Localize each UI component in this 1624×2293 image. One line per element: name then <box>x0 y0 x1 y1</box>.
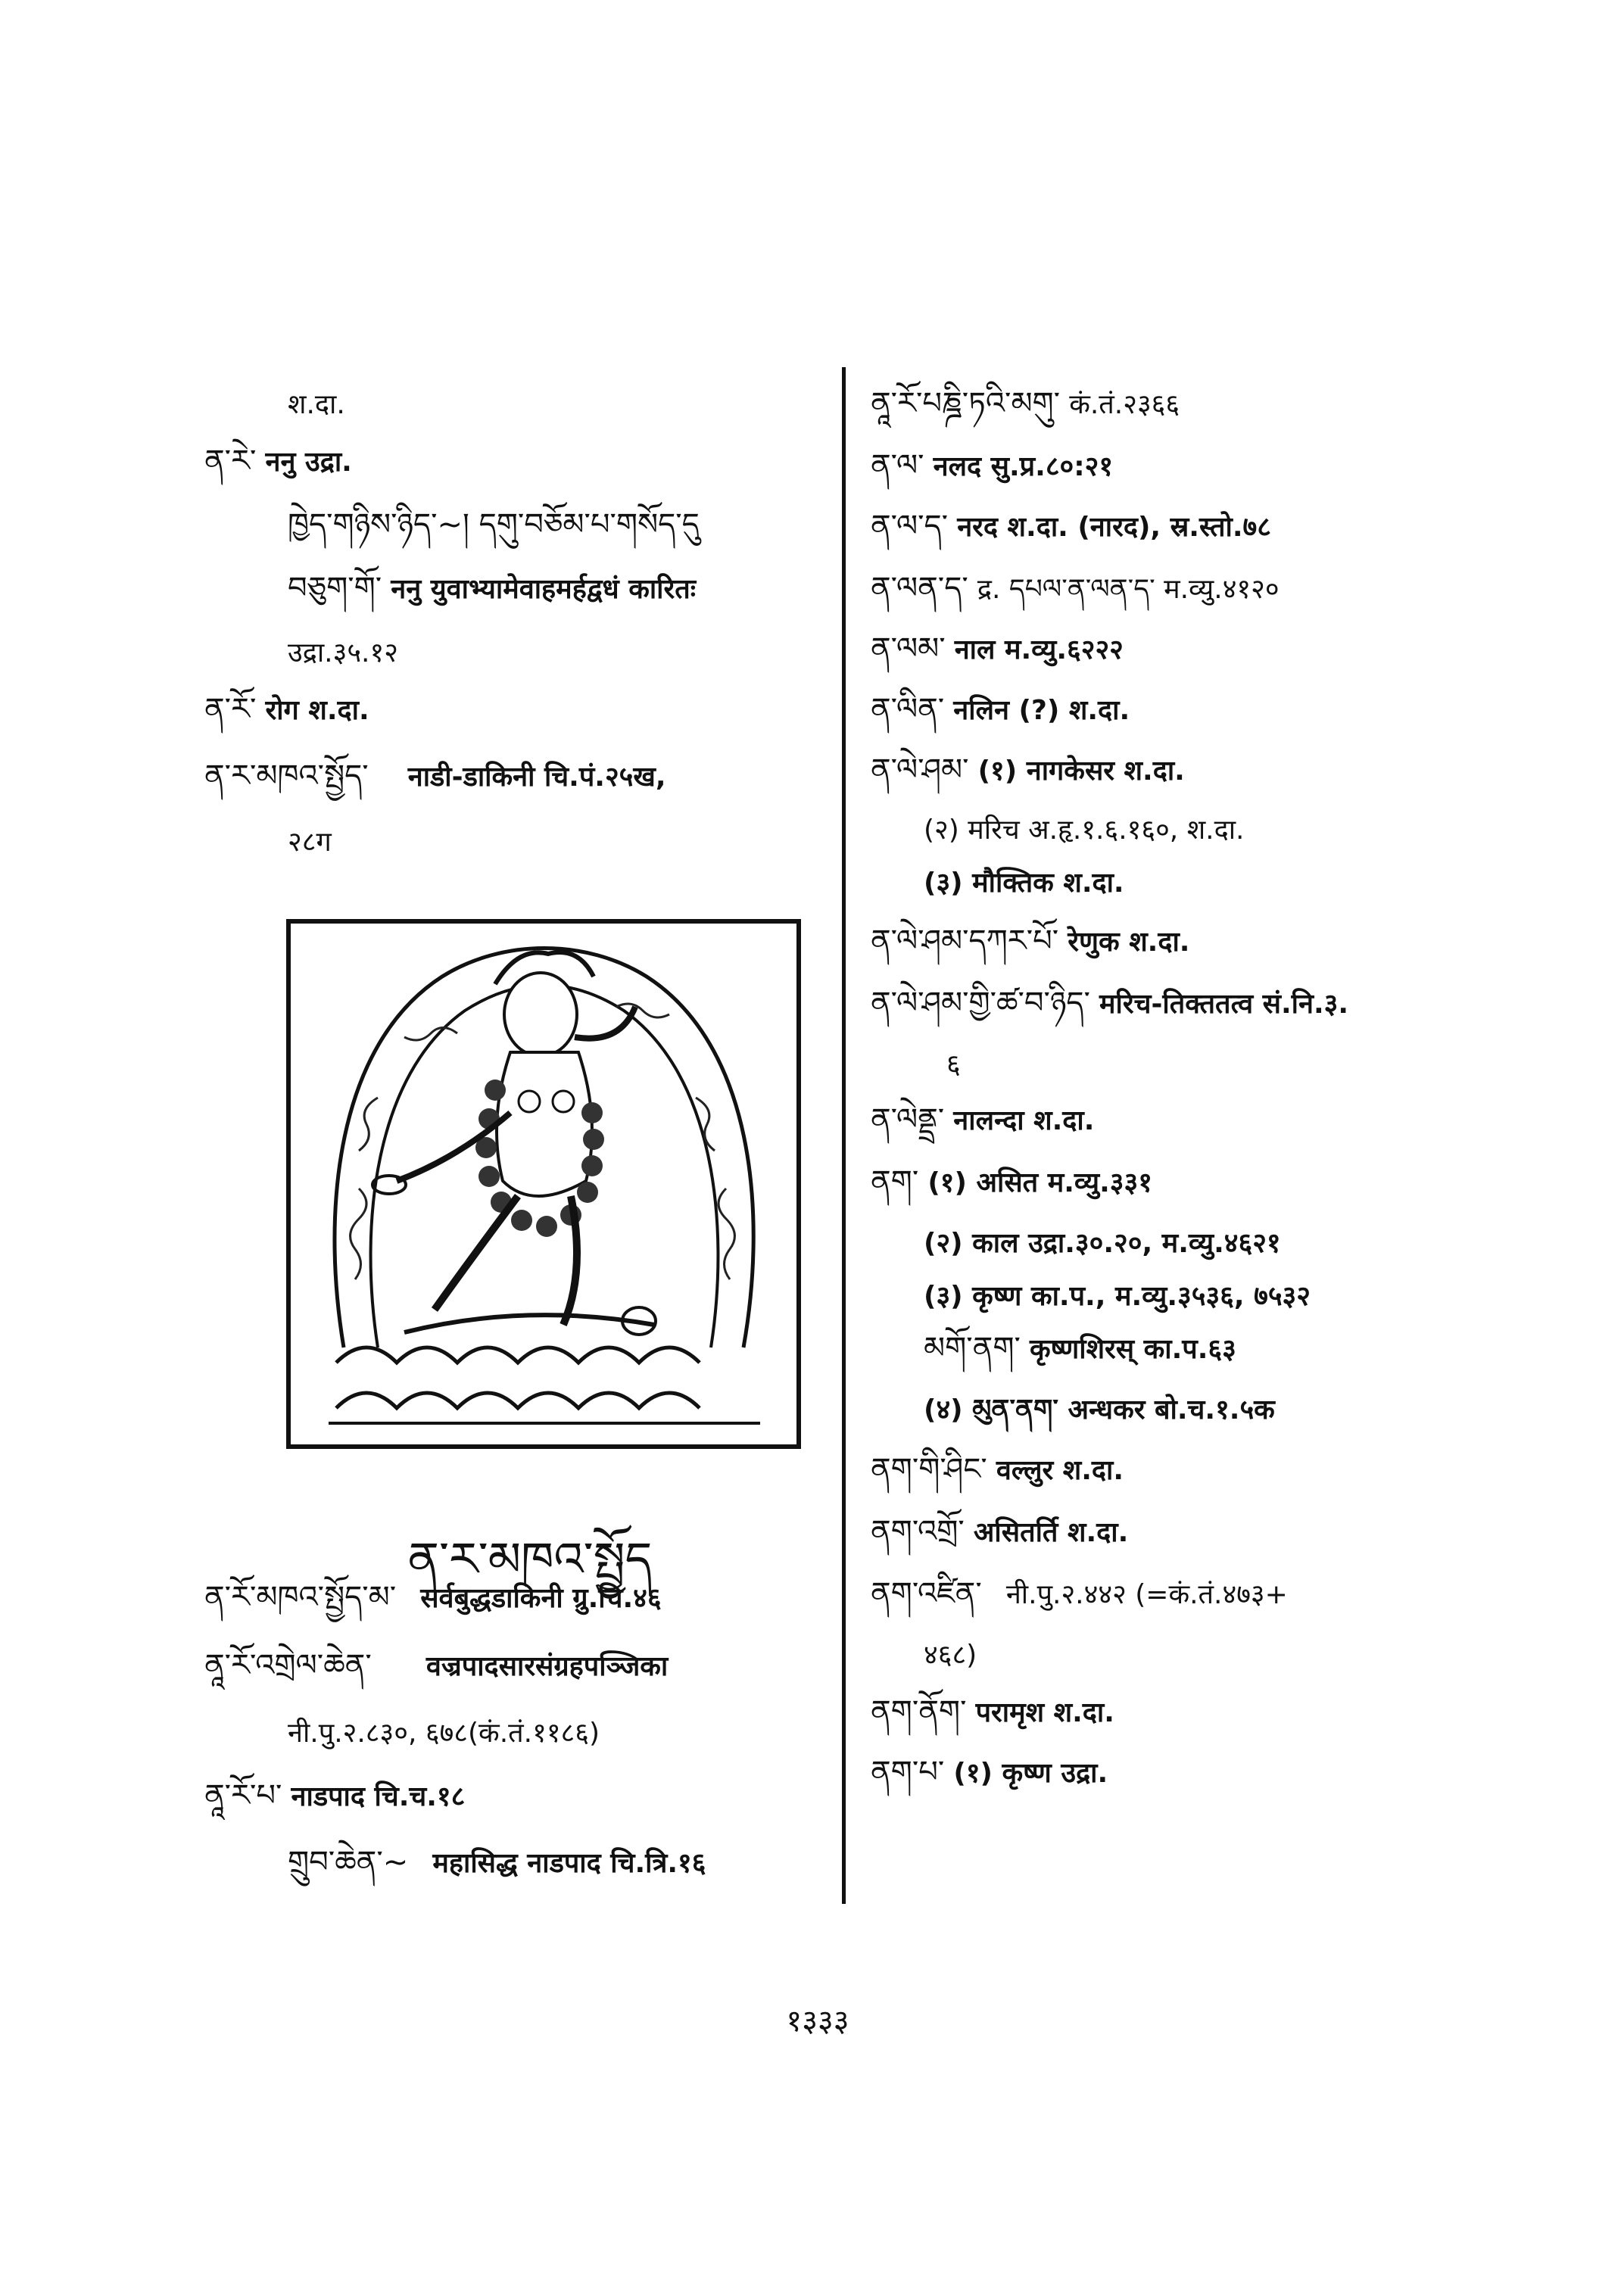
entry-line <box>288 633 398 672</box>
entry-line <box>924 863 1124 902</box>
entry-headword: ན་རེ་ <box>204 444 257 478</box>
entry-line <box>924 1329 1236 1369</box>
entry-line <box>946 1045 961 1084</box>
entry-line <box>288 569 696 609</box>
entry-line <box>871 1513 1128 1552</box>
entry-line <box>288 822 332 861</box>
entry-headword: ནག་ནོག་ <box>871 1694 967 1729</box>
entry-text: (३) मौक्तिक श.दा. <box>924 868 1124 899</box>
column-divider <box>842 367 846 1904</box>
entry-line <box>871 751 1185 790</box>
entry-line <box>871 922 1189 961</box>
entry-line <box>204 1777 465 1816</box>
entry-text: नलद सु.प्र.८०:२१ <box>933 451 1114 482</box>
entry-text: (१) कृष्ण उद्रा. <box>953 1758 1108 1789</box>
entry-line <box>924 1390 1275 1429</box>
entry-headword: ནཱ་རོ་འགྲེལ་ཆེན་ <box>204 1648 372 1683</box>
entry-text: नी.पु.२.८३०, ६७८(कं.तं.११८६) <box>288 1718 600 1749</box>
entry-headword: ན་ལམ་ <box>871 631 946 666</box>
entry-text: (१) नागकेसर श.दा. <box>977 756 1185 787</box>
entry-text: ४६८) <box>924 1640 977 1671</box>
entry-headword: ནག་གི་ཤིང་ <box>871 1452 987 1487</box>
entry-line <box>871 385 1180 424</box>
entry-text: श.दा. <box>288 389 345 420</box>
entry-line <box>871 1753 1108 1793</box>
entry-headword: བཅུག་གོ་ <box>288 571 382 606</box>
entry-line <box>871 447 1113 486</box>
entry-line <box>288 506 700 544</box>
entry-line <box>924 1223 1281 1263</box>
entry-text: (२) मरिच अ.हृ.१.६.१६०, श.दा. <box>924 815 1245 846</box>
entry-text: महासिद्ध नाडपाद चि.त्रि.१६ <box>432 1848 706 1879</box>
entry-text: रेणुक श.दा. <box>1068 927 1190 958</box>
entry-line <box>204 1578 662 1618</box>
entry-headword: ན་ལ་ད་ <box>871 509 949 544</box>
entry-text: नाल म.व्यु.६२२२ <box>954 634 1124 665</box>
entry-text: वल्लुर श.दा. <box>996 1455 1124 1486</box>
entry-text: कं.तं.२३६६ <box>1069 389 1180 420</box>
entry-headword: ནག་འགྲོ་ <box>871 1514 965 1549</box>
entry-text: नाडी-डाकिनी चि.पं.२५ख, <box>407 762 666 793</box>
entry-text: ६ <box>946 1049 961 1080</box>
entry-headword: ན་ལེནྡྲ་ <box>871 1102 945 1137</box>
entry-line <box>871 1163 1152 1202</box>
entry-text: कृष्णशिरस् का.प.६३ <box>1029 1334 1236 1365</box>
entry-line <box>871 1575 1288 1614</box>
entry-text: ननु उद्रा. <box>265 447 352 478</box>
entry-line <box>924 810 1245 849</box>
entry-text: नालन्दा श.दा. <box>953 1105 1095 1136</box>
entry-text: द्र. དཔལ་ན་ལན་ད་ म.व्यु.४१२० <box>977 574 1280 605</box>
entry-line <box>871 1693 1114 1732</box>
entry-text: (१) असित म.व्यु.३३१ <box>927 1167 1152 1198</box>
entry-line <box>871 507 1271 547</box>
entry-line <box>871 1450 1124 1490</box>
entry-line <box>288 385 345 424</box>
entry-headword: ན་རོ་མཁའ་སྤྱོད་མ་ <box>204 1580 397 1615</box>
entry-line <box>871 984 1348 1023</box>
entry-headword: ན་ལན་ད་ <box>871 571 968 606</box>
entry-text: नलिन (?) श.दा. <box>953 695 1130 726</box>
entry-text: रोग श.दा. <box>265 695 369 726</box>
entry-headword: གྲུབ་ཆེན་~ <box>288 1845 409 1880</box>
entry-line <box>204 1647 668 1686</box>
entry-line <box>204 757 666 796</box>
entry-line <box>924 1635 977 1675</box>
entry-text: नी.पु.२.४४२ (=कं.तं.४७३+ <box>1005 1579 1288 1610</box>
dakini-figure-image <box>291 924 796 1444</box>
entry-text: ननु युवाभ्यामेवाहमर्हद्वधं कारितः <box>391 574 697 605</box>
entry-text: सर्वबुद्धडाकिनी ग्रु.चि.४६ <box>420 1583 662 1614</box>
entry-text: (४) མུན་ནག་ अन्धकर बो.च.१.५क <box>924 1394 1275 1425</box>
entry-headword: ན་ལིན་ <box>871 692 945 727</box>
entry-text: वज्रपादसारसंग्रहपञ्जिका <box>425 1651 669 1682</box>
entry-headword: ན་ལ་ <box>871 448 924 483</box>
entry-line <box>871 630 1124 669</box>
entry-line <box>871 569 1280 609</box>
entry-headword: ཁྱེད་གཉིས་ཉིད་~། དགུ་བཅོམ་པ་གསོད་དུ <box>288 507 700 542</box>
entry-line <box>871 1101 1094 1140</box>
entry-text: २८ग <box>288 827 332 858</box>
illustration-caption: ན་ར་མཁའ་སྤྱོད <box>407 1531 653 1587</box>
deity-illustration <box>286 919 801 1449</box>
entry-headword: ནཱ་རོ་པ་ <box>204 1778 282 1813</box>
entry-headword: ན་ར་མཁའ་སྤྱོད་ <box>204 759 369 793</box>
entry-headword: ནག་པ་ <box>871 1755 945 1790</box>
entry-headword: ནག་འཛིན་ <box>871 1576 982 1611</box>
entry-line <box>204 442 352 481</box>
entry-text: नाडपाद चि.च.१८ <box>291 1781 466 1812</box>
entry-line <box>871 690 1130 730</box>
entry-text: मरिच-तिक्ततत्व सं.नि.३. <box>1099 989 1349 1020</box>
entry-headword: མགོ་ནག་ <box>924 1331 1021 1366</box>
entry-headword: ན་ལེ་ཤམ་དཀར་པོ་ <box>871 924 1059 958</box>
entry-text: नरद श.दा. (नारद), स्र.स्तो.७८ <box>957 512 1271 543</box>
entry-headword: ནཱ་རོ་པཎྜི་ཏའི་མགུ་ <box>871 386 1061 421</box>
entry-line <box>204 690 369 730</box>
entry-headword: ན་རོ་ <box>204 692 257 727</box>
entry-text: परामृश श.दा. <box>975 1697 1114 1728</box>
page-number: १३३३ <box>786 2004 849 2039</box>
entry-text: असितर्ति श.दा. <box>973 1517 1129 1548</box>
entry-text: (३) कृष्ण का.प., म.व्यु.३५३६, ७५३२ <box>924 1281 1311 1312</box>
entry-line <box>288 1713 600 1752</box>
entry-headword: ན་ལེ་ཤམ་གྱི་ཚ་བ་ཉིད་ <box>871 986 1090 1020</box>
entry-text: उद्रा.३५.१२ <box>288 637 398 668</box>
entry-line <box>924 1276 1311 1316</box>
entry-headword: ན་ལེ་ཤམ་ <box>871 752 969 787</box>
entry-line <box>288 1843 706 1883</box>
entry-text: (२) काल उद्रा.३०.२०, म.व्यु.४६२१ <box>924 1228 1281 1259</box>
entry-headword: ནག་ <box>871 1164 919 1199</box>
